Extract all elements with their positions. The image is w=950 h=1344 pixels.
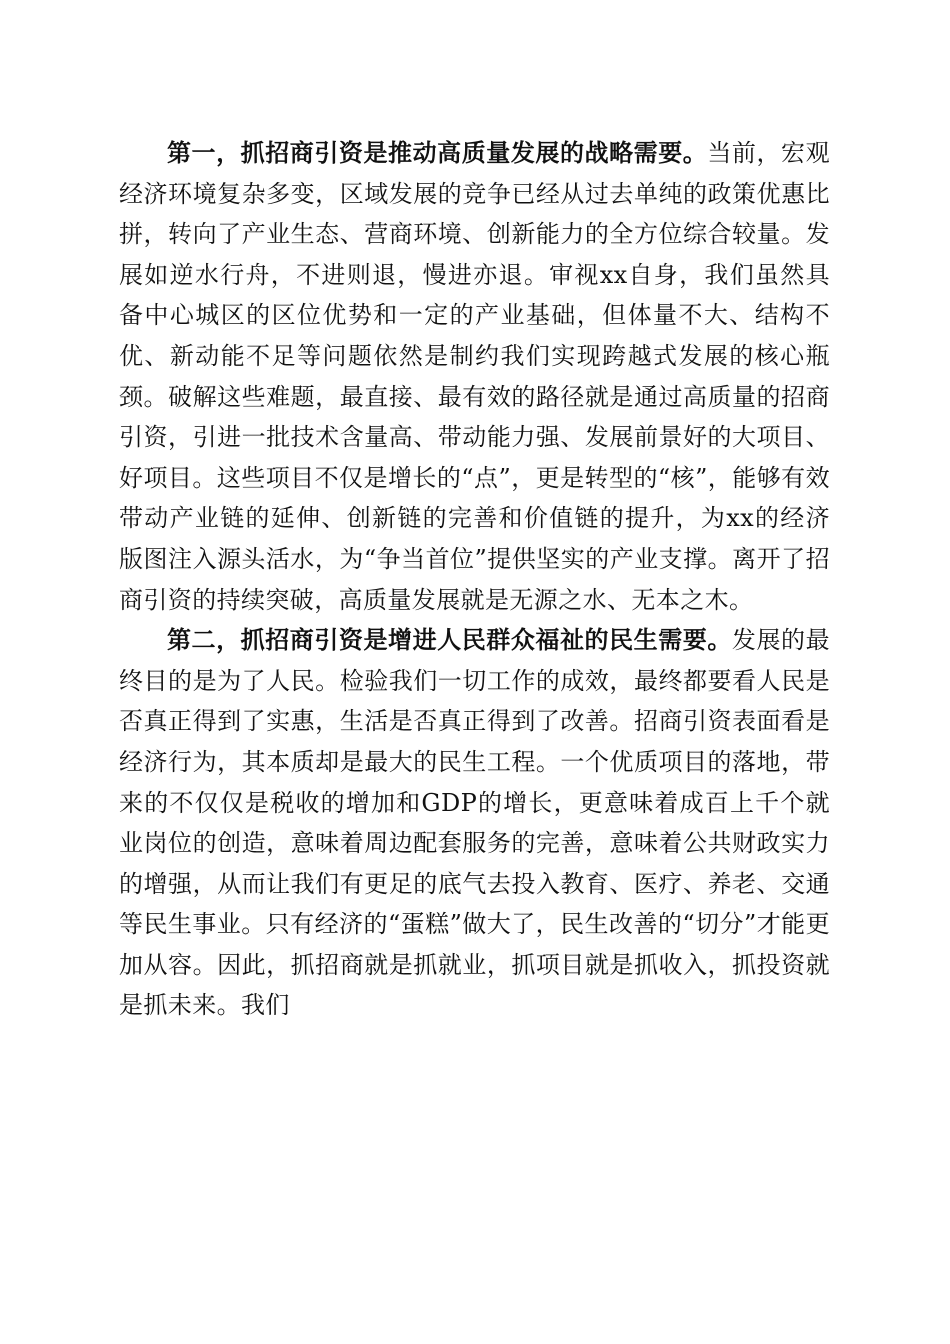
paragraph-1-lead: 第一，抓招商引资是推动高质量发展的战略需要。	[167, 138, 708, 167]
document-body	[119, 133, 830, 1026]
paragraph-1-body: 当前，宏观经济环境复杂多变，区域发展的竞争已经从过去单纯的政策优惠比拼，转向了产业生态、营商环境、创新能力的全方位综合较量。发展如逆水行舟，不进则退，慢进亦退。审视xx自身，我们虽然具备中心城区的区位优势和一定的产业基础，但体量不大、结构不优、新动能不足等问题依然是制约我们实现跨越式发展的核心瓶颈。破解这些难题，最直接、最有效的路径就是通过高质量的招商引资，引进一批技术含量高、带动能力强、发展前景好的大项目、好项目。这些项目不仅是增长的“点”，更是转型的“核”，能够有效带动产业链的延伸、创新链的完善和价值链的提升，为xx的经济版图注入源头活水，为“争当首位”提供坚实的产业支撑。离开了招商引资的持续突破，高质量发展就是无源之水、无本之木。	[119, 139, 830, 614]
paragraph-1	[119, 133, 830, 620]
paragraph-2-body: 发展的最终目的是为了人民。检验我们一切工作的成效，最终都要看人民是否真正得到了实惠，生活是否真正得到了改善。招商引资表面看是经济行为，其本质却是最大的民生工程。一个优质项目的落地，带来的不仅仅是税收的增加和GDP的增长，更意味着成百上千个就业岗位的创造，意味着周边配套服务的完善，意味着公共财政实力的增强，从而让我们有更足的底气去投入教育、医疗、养老、交通等民生事业。只有经济的“蛋糕”做大了，民生改善的“切分”才能更加从容。因此，抓招商就是抓就业，抓项目就是抓收入，抓投资就是抓未来。我们	[119, 626, 830, 1020]
paragraph-2-lead: 第二，抓招商引资是增进人民群众福祉的民生需要。	[167, 625, 732, 655]
paragraph-2	[119, 620, 830, 1026]
